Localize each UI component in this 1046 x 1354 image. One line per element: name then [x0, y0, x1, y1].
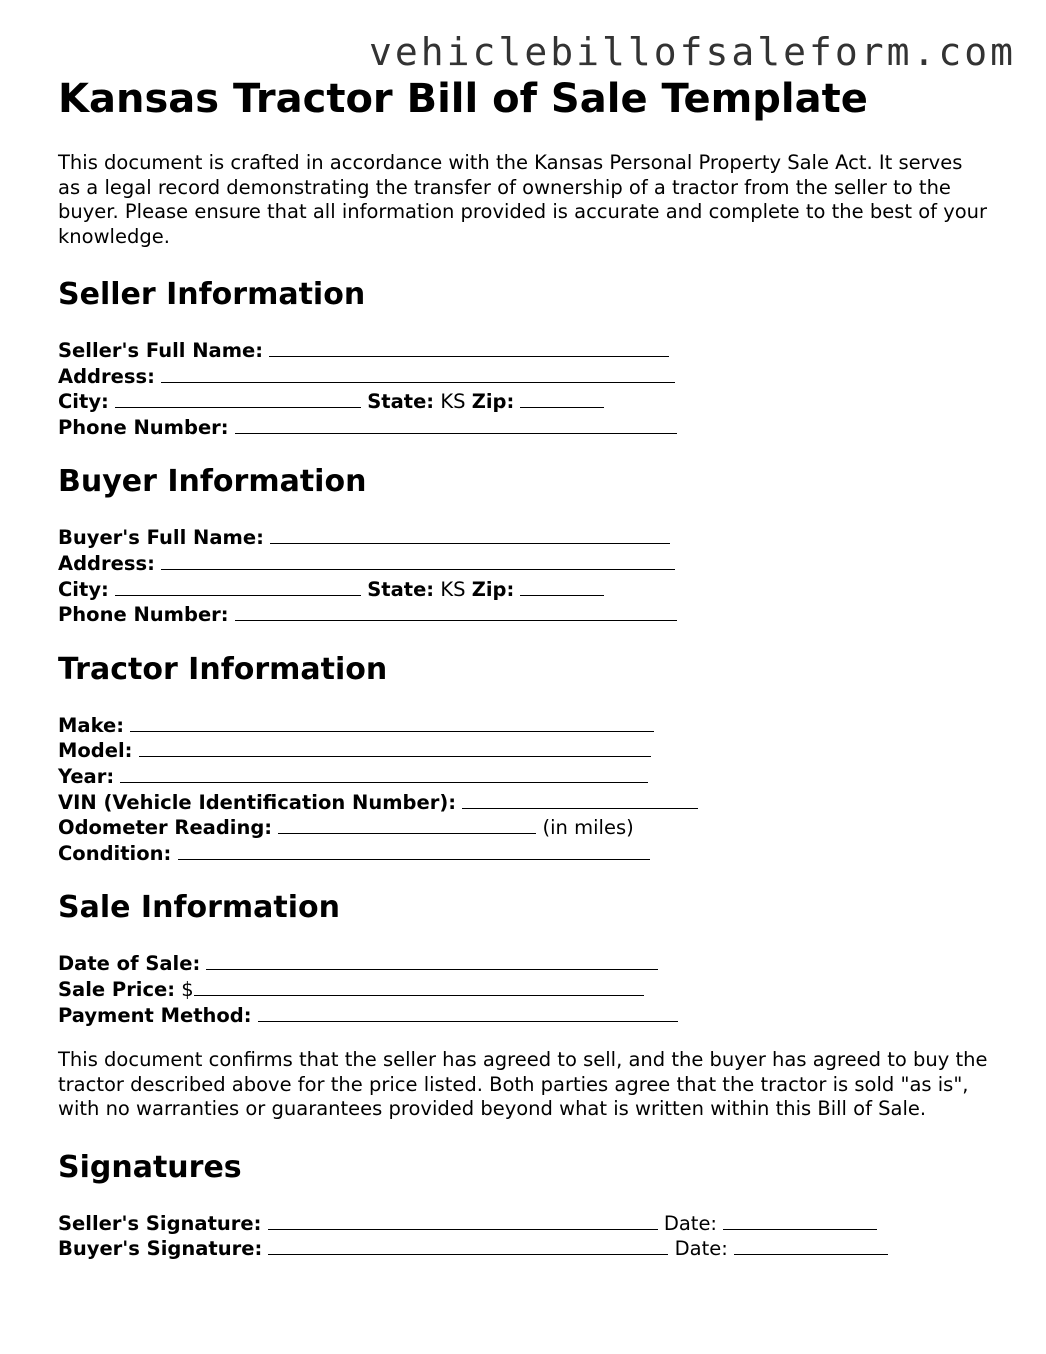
watermark: vehiclebillofsaleform.com [369, 30, 1016, 74]
buyer-zip-line[interactable] [520, 577, 604, 596]
tractor-fields [58, 713, 988, 867]
seller-zip-line[interactable] [520, 389, 604, 408]
buyer-phone-label: Phone Number: [58, 603, 229, 627]
seller-phone-line[interactable] [235, 415, 677, 434]
seller-address-line[interactable] [161, 364, 675, 383]
vin-line[interactable] [462, 790, 698, 809]
sale-fields [58, 951, 988, 1028]
make-label: Make: [58, 713, 125, 737]
seller-signature-line[interactable] [268, 1211, 658, 1230]
payment-method-label: Payment Method: [58, 1003, 252, 1027]
buyer-signature-label: Buyer's Signature: [58, 1237, 263, 1261]
sale-price-line[interactable] [194, 977, 644, 996]
signature-fields [58, 1211, 988, 1262]
buyer-heading: Buyer Information [58, 464, 367, 500]
buyer-address-line[interactable] [161, 551, 675, 570]
sale-price-prefix: $ [181, 977, 194, 1001]
document-page [58, 74, 988, 1262]
seller-signature-date-label: Date: [663, 1211, 718, 1235]
buyer-name-label: Buyer's Full Name: [58, 526, 264, 550]
model-line[interactable] [139, 738, 651, 757]
model-label: Model: [58, 739, 133, 763]
seller-heading: Seller Information [58, 277, 366, 312]
condition-line[interactable] [178, 841, 650, 860]
seller-address-label: Address: [58, 364, 155, 388]
seller-signature-date-line[interactable] [723, 1211, 877, 1230]
intro-paragraph: This document is crafted in accordance with the Kansas Personal Property Sale Act. It serves as a legal record demonstrating the transfer of ownership of a tractor from the seller to the buyer. Please ensure that all information provided is accurate and complete to the best of your knowledge. [58, 151, 988, 248]
vin-label: VIN (Vehicle Identification Number): [58, 790, 457, 814]
buyer-signature-date-line[interactable] [734, 1236, 888, 1255]
odometer-unit: (in miles) [542, 816, 634, 840]
sale-price-label: Sale Price: [58, 977, 176, 1001]
seller-city-line[interactable] [115, 389, 361, 408]
buyer-city-label: City: [58, 577, 109, 601]
seller-phone-label: Phone Number: [58, 415, 229, 439]
seller-signature-label: Seller's Signature: [58, 1211, 262, 1235]
buyer-state-value: KS [440, 577, 466, 601]
date-of-sale-line[interactable] [206, 951, 658, 970]
seller-zip-label: Zip: [471, 390, 515, 414]
buyer-signature-date-label: Date: [674, 1237, 728, 1261]
seller-fields [58, 338, 988, 440]
payment-method-line[interactable] [258, 1003, 678, 1022]
page-title: Kansas Tractor Bill of Sale Template [58, 76, 868, 122]
odometer-line[interactable] [278, 815, 536, 834]
condition-label: Condition: [58, 841, 172, 865]
seller-name-line[interactable] [269, 338, 669, 357]
sale-heading: Sale Information [58, 890, 340, 926]
buyer-signature-line[interactable] [268, 1236, 668, 1255]
seller-state-value: KS [440, 390, 466, 414]
tractor-heading: Tractor Information [58, 651, 388, 687]
make-line[interactable] [130, 713, 654, 732]
seller-name-label: Seller's Full Name: [58, 339, 264, 362]
date-of-sale-label: Date of Sale: [58, 952, 201, 976]
odometer-label: Odometer Reading: [58, 816, 273, 840]
buyer-zip-label: Zip: [471, 577, 515, 601]
buyer-fields [58, 525, 988, 627]
year-label: Year: [58, 764, 115, 788]
year-line[interactable] [120, 764, 648, 783]
buyer-name-line[interactable] [270, 525, 670, 544]
buyer-state-label: State: [367, 577, 435, 601]
seller-city-label: City: [58, 390, 109, 414]
buyer-city-line[interactable] [115, 577, 361, 596]
confirmation-paragraph: This document confirms that the seller has agreed to sell, and the buyer has agreed to buy the tractor described above for the price listed. Both parties agree that the tractor is sold "as is", with no warranties or guarantees provided beyond what is written within this Bill of Sale. [58, 1048, 988, 1121]
buyer-phone-line[interactable] [235, 602, 677, 621]
seller-state-label: State: [367, 390, 435, 414]
signatures-heading: Signatures [58, 1149, 242, 1185]
buyer-address-label: Address: [58, 551, 155, 575]
